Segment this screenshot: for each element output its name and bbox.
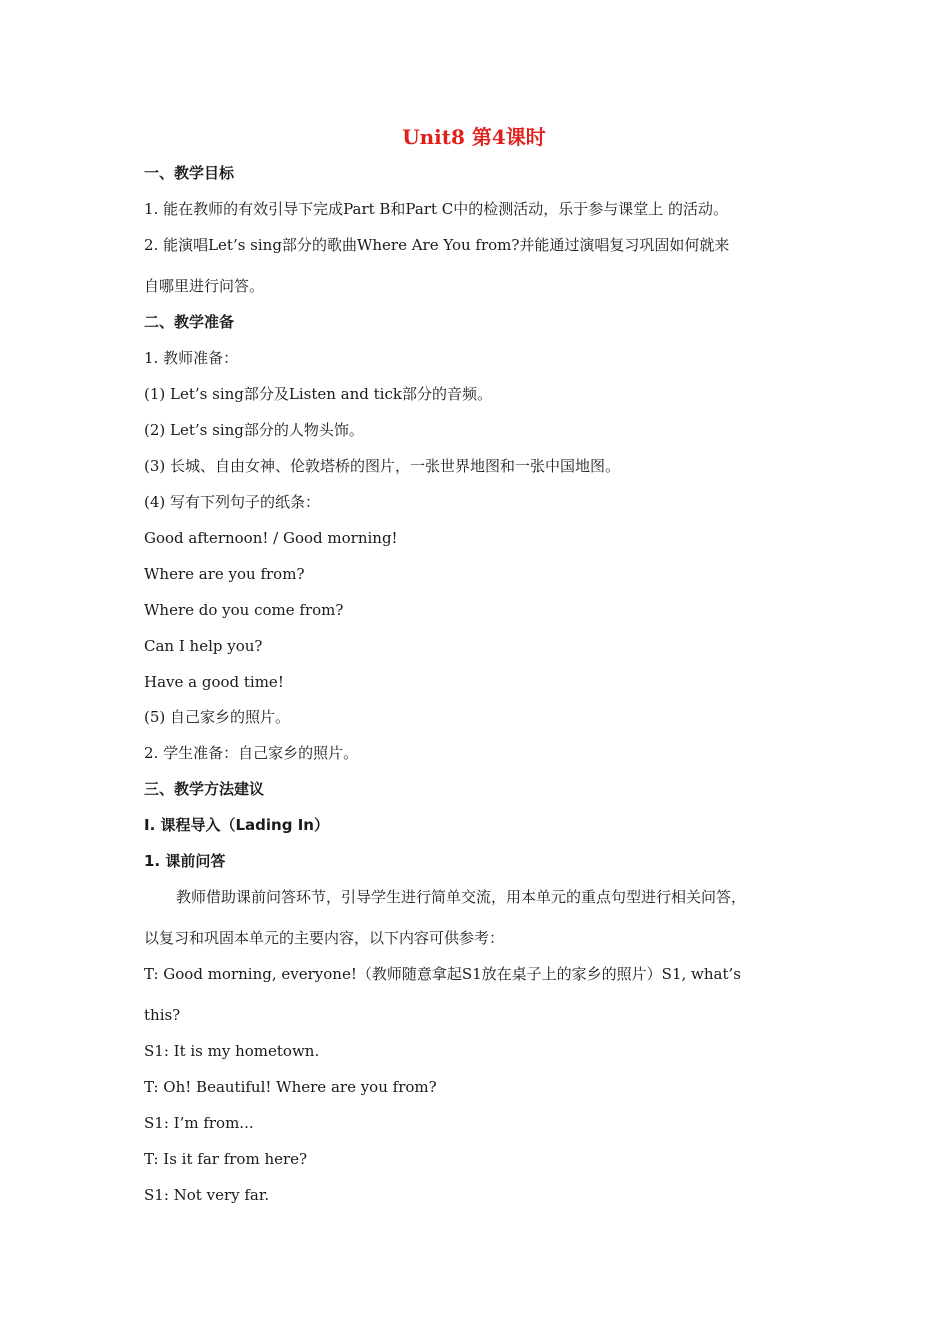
text-line: (4) 写有下列句子的纸条：	[144, 493, 321, 511]
text-line: Where are you from?	[144, 565, 305, 583]
section-heading: 1. 课前问答	[144, 852, 226, 870]
text-line: Can I help you?	[144, 637, 263, 655]
document-title: Unit8 第4课时	[402, 125, 546, 149]
text-line: Good afternoon! / Good morning!	[144, 529, 398, 547]
section-heading: 三、教学方法建议	[144, 780, 265, 798]
text-line: 以复习和巩固本单元的主要内容，以下内容可供参考：	[144, 929, 505, 947]
section-heading: I. 课程导入（Lading In）	[144, 816, 329, 834]
text-line: 2. 能演唱Let’s sing部分的歌曲Where Are You from?并能通过演唱复习巩固如何就来	[144, 236, 730, 254]
text-line: 1. 教师准备：	[144, 349, 239, 367]
text-line: (5) 自己家乡的照片。	[144, 708, 291, 726]
text-line: S1: I’m from...	[144, 1114, 254, 1132]
text-line: 2. 学生准备：自己家乡的照片。	[144, 744, 359, 762]
text-line: 自哪里进行问答。	[144, 277, 265, 295]
text-line: (2) Let’s sing部分的人物头饰。	[144, 421, 364, 439]
text-line: this?	[144, 1006, 181, 1024]
text-line: T: Is it far from here?	[144, 1150, 308, 1168]
text-line: S1: It is my hometown.	[144, 1042, 320, 1060]
text-line: (1) Let’s sing部分及Listen and tick部分的音频。	[144, 385, 492, 403]
text-line: (3) 长城、自由女神、伦敦塔桥的图片，一张世界地图和一张中国地图。	[144, 457, 621, 475]
text-line: 1. 能在教师的有效引导下完成Part B和Part C中的检测活动，乐于参与课堂上 的活动。	[144, 200, 729, 218]
text-line: 教师借助课前问答环节，引导学生进行简单交流，用本单元的重点句型进行相关问答，	[176, 888, 747, 906]
text-line: Where do you come from?	[144, 601, 344, 619]
text-line: Have a good time!	[144, 673, 284, 691]
text-line: T: Oh! Beautiful! Where are you from?	[144, 1078, 437, 1096]
section-heading: 二、教学准备	[144, 313, 235, 331]
text-line: S1: Not very far.	[144, 1186, 270, 1204]
section-heading: 一、教学目标	[144, 164, 235, 182]
text-line: T: Good morning, everyone!（教师随意拿起S1放在桌子上的家乡的照片）S1, what’s	[144, 965, 741, 983]
